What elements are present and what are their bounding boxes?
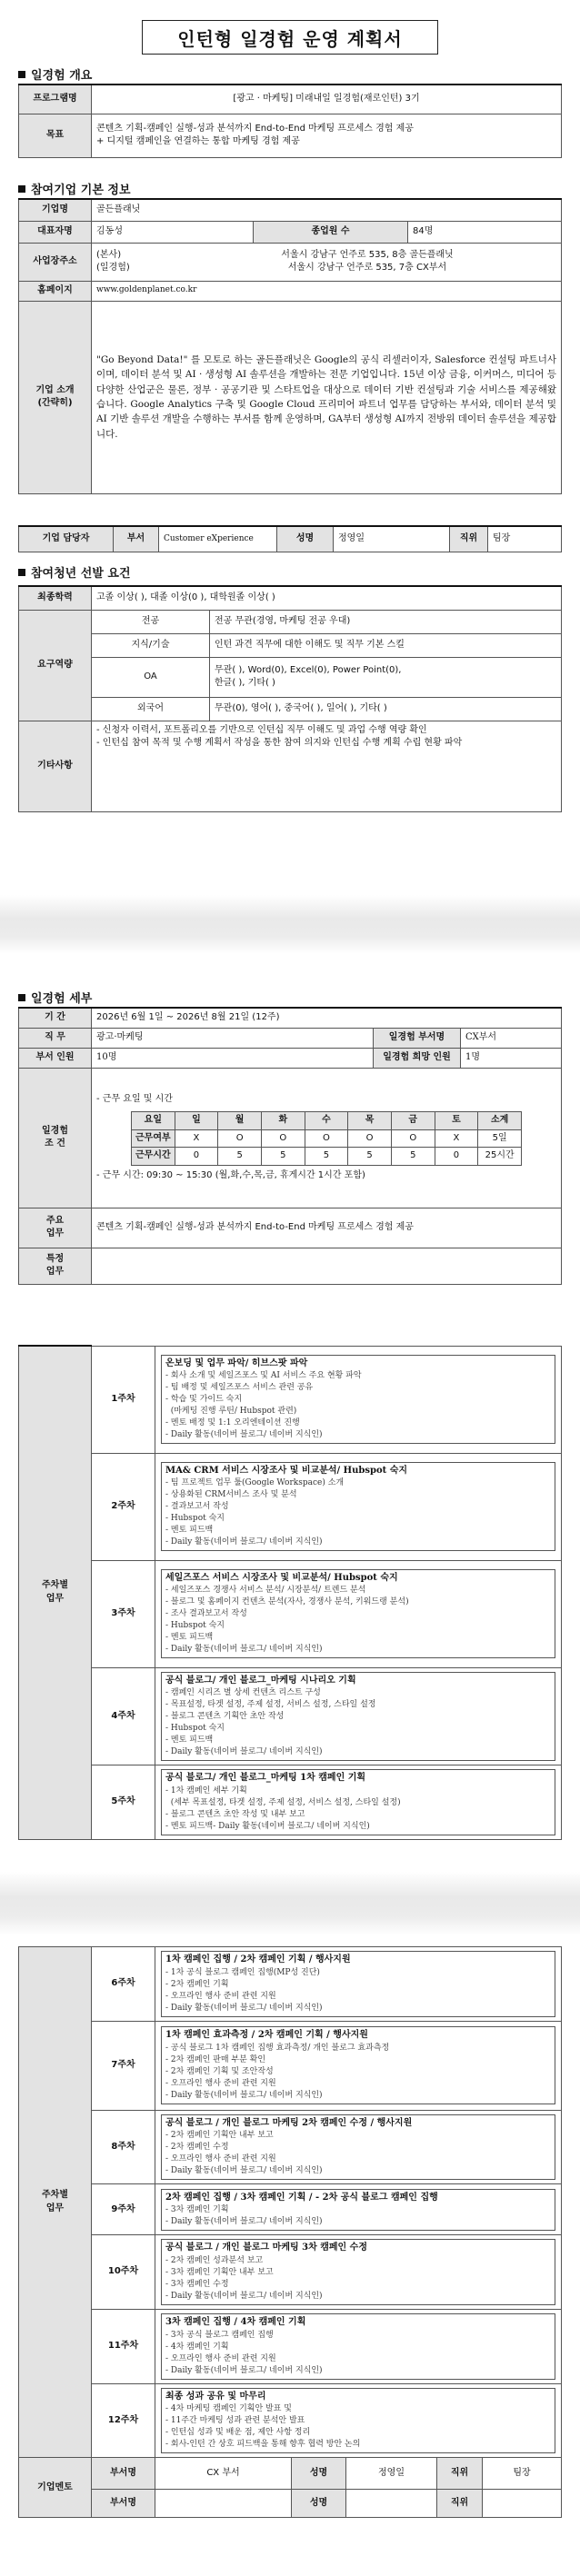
mentor-position-label: 직위 [437, 2458, 483, 2489]
week-title: 2차 캠페인 집행 / 3차 캠페인 기획 / - 2차 공식 블로그 캠페인 집행 [165, 2192, 438, 2203]
schedule-cell: 5 [348, 1148, 392, 1166]
dept-name-value: CX부서 [461, 1028, 562, 1048]
schedule-header-cell: 요일 [132, 1112, 175, 1130]
week-item: (마케팅 진행 루틴/ Hubspot 관련) [165, 1407, 297, 1417]
mentor2-name-value [346, 2490, 437, 2517]
week-item: - Hubspot 숙지 [165, 1724, 225, 1734]
week-title: 공식 블로그/ 개인 블로그_마케팅 1차 캠페인 기획 [165, 1773, 366, 1784]
week-number: 2주차 [92, 1453, 155, 1560]
week-item: - 캠페인 시리즈 별 상세 컨텐츠 리스트 구성 [165, 1688, 321, 1697]
company-name-value: 골든플래닛 [92, 199, 562, 221]
week-item: - 오프라인 행사 준비 관련 지원 [165, 2353, 276, 2363]
schedule-table [131, 1111, 522, 1166]
employee-count-label: 종업원 수 [254, 221, 408, 243]
manager-table [18, 525, 562, 552]
week-box [161, 2313, 555, 2380]
section-heading-requirements [18, 563, 131, 581]
week-item: - 3차 캠페인 기획안 내부 보고 [165, 2267, 274, 2277]
homepage-label: 홈페이지 [19, 281, 92, 301]
manager-position-label: 직위 [450, 526, 488, 552]
company-intro-label: 기업 소개 (간략히) [19, 301, 92, 493]
mentor2-dept-label: 부서명 [92, 2490, 155, 2518]
week-content [155, 1346, 562, 1453]
schedule-cell: 5 [261, 1148, 305, 1166]
schedule-cell: 근무여부 [132, 1129, 175, 1148]
ceo-value: 김동성 [92, 221, 254, 243]
skill-label: 지식/기술 [92, 633, 210, 657]
oa-label: OA [92, 657, 210, 697]
schedule-cell: O [348, 1129, 392, 1148]
address-main: 서울시 강남구 언주로 535, 8층 골든플래닛 [281, 249, 454, 260]
week-content [155, 2110, 562, 2184]
schedule-cell: O [261, 1129, 305, 1148]
schedule-cell: 5일 [478, 1129, 522, 1148]
section-title: 일경험 개요 [31, 69, 93, 83]
section-title: 참여기업 기본 정보 [31, 184, 131, 197]
special-task-value [92, 1248, 562, 1284]
week-item: - 3차 캠페인 수정 [165, 2279, 229, 2289]
condition-intro: - 근무 요일 및 시간 [96, 1093, 173, 1104]
week-content [155, 1765, 562, 1840]
schedule-cell: X [435, 1129, 478, 1148]
week-item: - Daily 활동(네이버 블로그/ 네이버 지식인) [165, 2217, 323, 2227]
address-label: 사업장주소 [19, 243, 92, 281]
week-number: 8주차 [92, 2110, 155, 2184]
week-item: - Daily 활동(네이버 블로그/ 네이버 지식인) [165, 1430, 323, 1440]
week-item: - 3차 공식 블로그 캠페인 집행 [165, 2330, 274, 2340]
condition-time: - 근무 시간: 09:30 ~ 15:30 (월,화,수,목,금, 휴게시간 1시간 포함) [96, 1169, 365, 1180]
week-item: - Daily 활동(네이버 블로그/ 네이버 지식인) [165, 2166, 323, 2176]
section-heading-overview [18, 65, 92, 83]
mentor-dept-label: 부서명 [92, 2458, 155, 2490]
skill-value: 인턴 과견 직무에 대한 이해도 및 직무 기본 스킬 [210, 633, 562, 657]
ceo-label: 대표자명 [19, 221, 92, 243]
program-value: [광고 · 마케팅] 미래내일 일경험(재로인턴) 3기 [92, 85, 562, 114]
week-item: - 멘토 피드백 [165, 1526, 214, 1536]
bullet-square-icon [18, 71, 25, 78]
other-value: - 신청자 이력서, 포트폴리오를 기반으로 인턴십 직무 이해도 및 과업 수행 역량 확인 - 인턴십 참여 목적 및 수행 계획서 작성을 통한 참여 의지와 인턴십 수행 계획 수립 현황 파악 [92, 721, 562, 811]
week-item: - Daily 활동(네이버 블로그/ 네이버 지식인) [165, 2091, 323, 2100]
week-item: - 오프라인 행사 준비 관련 지원 [165, 2078, 276, 2088]
goal-value [92, 114, 562, 157]
week-box [161, 1569, 555, 1659]
section-title: 일경험 세부 [31, 992, 93, 1006]
employee-count-value: 84명 [408, 221, 562, 243]
week-item: (세부 목표설정, 타겟 설정, 주제 설정, 서비스 설정, 스타일 설정) [165, 1797, 401, 1807]
schedule-header-cell: 월 [218, 1112, 262, 1130]
weekly-table-1 [18, 1345, 562, 1840]
address-work-tag: (일경험) [96, 263, 130, 273]
week-item: - 블로그 콘텐츠 초안 작성 및 내부 보고 [165, 1809, 305, 1819]
week-title: 공식 블로그/ 개인 블로그_마케팅 시나리오 기획 [165, 1675, 356, 1686]
week-box [161, 2026, 555, 2104]
week-content [155, 2310, 562, 2384]
schedule-cell: 0 [175, 1148, 218, 1166]
section-heading-detail [18, 989, 92, 1006]
homepage-value[interactable]: www.goldenplanet.co.kr [92, 281, 562, 301]
dept-name-label: 일경험 부서명 [374, 1028, 461, 1048]
major-value: 전공 무관(경영, 마케팅 전공 우대) [210, 610, 562, 633]
week-item: - Daily 활동(네이버 블로그/ 네이버 지식인) [165, 2003, 323, 2013]
weekly-label: 주차별 업무 [19, 1947, 92, 2458]
schedule-cell: 근무시간 [132, 1148, 175, 1166]
week-item: - 회사 소개 및 세일즈포스 및 AI 서비스 주요 현황 파악 [165, 1371, 362, 1381]
page-gap [0, 895, 580, 954]
week-item: - 4차 마케팅 캠페인 기획안 발표 및 [165, 2404, 292, 2414]
hope-value: 1명 [461, 1048, 562, 1068]
week-item: - 세일즈포스 경쟁사 서비스 분석/ 시장분석/ 트렌드 분석 [165, 1586, 366, 1596]
week-item: - Daily 활동(네이버 블로그/ 네이버 지식인) [165, 1645, 323, 1655]
week-number: 4주차 [92, 1667, 155, 1765]
week-box [161, 2189, 555, 2232]
schedule-header-cell: 토 [435, 1112, 478, 1130]
manager-position-value: 팀장 [488, 526, 562, 552]
week-item: - Daily 활동(네이버 블로그/ 네이버 지식인) [165, 1537, 323, 1547]
week-item: - 조사 결과보고서 작성 [165, 1609, 247, 1619]
mentor-name-label: 성명 [292, 2458, 346, 2489]
education-label: 최종학력 [19, 586, 92, 610]
week-title: MA& CRM 서비스 시장조사 및 비교분석/ Hubspot 숙지 [165, 1465, 408, 1476]
other-label: 기타사항 [19, 721, 92, 811]
week-box [161, 2239, 555, 2305]
schedule-header-cell: 금 [391, 1112, 435, 1130]
section-title: 참여청년 선발 요건 [31, 567, 131, 581]
schedule-cell: O [305, 1129, 348, 1148]
mentor2-row [155, 2490, 562, 2518]
main-task-value: 콘텐츠 기획-캠페인 실행-성과 분석까지 End-to-End 마케팅 프로세스 경험 제공 [92, 1208, 562, 1248]
main-task-label: 주요 업무 [19, 1208, 92, 1248]
week-item: - 3차 캠페인 기획 [165, 2205, 229, 2215]
week-item: - 2차 캠페인 기획 및 조안작성 [165, 2066, 274, 2076]
condition-label: 일경험 조 건 [19, 1068, 92, 1208]
week-item: - 4차 캠페인 기획 [165, 2342, 229, 2352]
week-item: - 공식 블로그 1차 캠페인 집행 효과측정/ 개인 블로그 효과측정 [165, 2043, 390, 2053]
week-number: 10주차 [92, 2235, 155, 2310]
oa-line: 무관( ), Word(0), Excel(0), Power Point(0), [215, 664, 402, 675]
week-number: 6주차 [92, 1947, 155, 2022]
week-content [155, 1453, 562, 1560]
schedule-header-cell: 소계 [478, 1112, 522, 1130]
manager-name-value: 정영일 [334, 526, 450, 552]
week-box [161, 1672, 555, 1762]
requirements-table [18, 585, 562, 812]
program-label: 프로그램명 [19, 85, 92, 114]
schedule-cell: X [175, 1129, 218, 1148]
week-item: - 2차 캠페인 기획 [165, 1979, 229, 1989]
education-value: 고졸 이상( ), 대졸 이상(0 ), 대학원졸 이상( ) [92, 586, 562, 610]
mentor-row [155, 2458, 562, 2490]
week-title: 온보딩 및 업무 파악/ 히브스팟 파악 [165, 1358, 308, 1368]
week-title: 공식 블로그 / 개인 블로그 마케팅 3차 캠페인 수정 [165, 2243, 368, 2253]
mentor2-name-label: 성명 [292, 2490, 346, 2517]
week-item: - 멘토 피드백 [165, 1736, 214, 1746]
week-content [155, 2235, 562, 2310]
week-content [155, 2021, 562, 2110]
week-title: 세일즈포스 서비스 시장조사 및 비교분석/ Hubspot 숙지 [165, 1572, 398, 1583]
week-item: - 팀 배정 및 세일즈포스 서비스 관련 공유 [165, 1383, 314, 1393]
week-title: 공식 블로그 / 개인 블로그 마케팅 2차 캠페인 수정 / 행사지원 [165, 2117, 413, 2128]
schedule-cell: O [391, 1129, 435, 1148]
schedule-header-cell: 목 [348, 1112, 392, 1130]
competency-label: 요구역량 [19, 610, 92, 721]
mentor-name-value: 정영일 [346, 2458, 437, 2489]
bullet-square-icon [18, 185, 25, 193]
language-value: 무관(0), 영어( ), 중국어( ), 일어( ), 기타( ) [210, 697, 562, 721]
week-box [161, 2114, 555, 2181]
week-item: - 2차 캠페인 성과분석 보고 [165, 2255, 264, 2265]
major-label: 전공 [92, 610, 210, 633]
schedule-header-cell: 일 [175, 1112, 218, 1130]
hope-label: 일경험 희망 인원 [374, 1048, 461, 1068]
weekly-label: 주차별 업무 [19, 1346, 92, 1839]
detail-table [18, 1007, 562, 1285]
week-item: - 팀 프로젝트 업무 툴(Google Workspace) 소개 [165, 1478, 345, 1488]
week-item: - 블로그 콘텐츠 기획안 초안 작성 [165, 1712, 285, 1722]
mentor-position-value: 팀장 [513, 2468, 531, 2479]
week-content [155, 2184, 562, 2235]
staff-value: 10명 [92, 1048, 374, 1068]
period-label: 기 간 [19, 1008, 92, 1028]
bullet-square-icon [18, 569, 25, 576]
schedule-cell: 25시간 [478, 1148, 522, 1166]
week-title: 최종 성과 공유 및 마무리 [165, 2391, 266, 2402]
schedule-cell: 5 [305, 1148, 348, 1166]
week-number: 9주차 [92, 2184, 155, 2235]
week-content [155, 1667, 562, 1765]
week-item: - 오프라인 행사 준비 관련 지원 [165, 1991, 276, 2001]
week-title: 1차 캠페인 집행 / 2차 캠페인 기획 / 행사지원 [165, 1954, 351, 1964]
condition-value [92, 1068, 562, 1208]
week-box [161, 2388, 555, 2454]
page-3 [0, 1935, 580, 2576]
overview-table [18, 84, 562, 158]
week-item: - 학습 및 가이드 숙지 [165, 1395, 243, 1405]
week-content [155, 2383, 562, 2458]
job-label: 직 무 [19, 1028, 92, 1048]
section-heading-company [18, 180, 131, 197]
address-work: 서울시 강남구 언주로 535, 7층 CX부서 [287, 263, 447, 273]
week-item: - 목표설정, 타겟 설정, 주제 설정, 서비스 설정, 스타일 설정 [165, 1700, 376, 1710]
schedule-cell: 5 [218, 1148, 262, 1166]
week-item: - Hubspot 숙지 [165, 1514, 225, 1524]
company-table [18, 198, 562, 494]
goal-label: 목표 [19, 114, 92, 157]
goal-line: + 디지털 캠페인을 연결하는 통합 마케팅 경험 제공 [96, 136, 300, 146]
schedule-cell: 0 [435, 1148, 478, 1166]
week-box [161, 1355, 555, 1445]
address-value [92, 243, 562, 281]
company-name-label: 기업명 [19, 199, 92, 221]
mentor2-dept-value [155, 2490, 292, 2517]
week-item: - 2차 캠페인 수정 [165, 2143, 229, 2153]
address-main-tag: (본사) [96, 249, 122, 260]
week-item: - 블로그 및 홈페이지 컨텐츠 분석(자사, 경쟁사 분석, 키워드랭 분석) [165, 1597, 409, 1607]
week-item: - Daily 활동(네이버 블로그/ 네이버 지식인) [165, 2292, 323, 2302]
week-item: - 오프라인 행사 준비 관련 지원 [165, 2154, 276, 2164]
manager-dept-label: 부서 [114, 526, 159, 552]
week-content [155, 1560, 562, 1667]
schedule-header-cell: 수 [305, 1112, 348, 1130]
manager-name-label: 성명 [277, 526, 334, 552]
week-title: 3차 캠페인 집행 / 4차 캠페인 기획 [165, 2317, 306, 2328]
week-item: - Daily 활동(네이버 블로그/ 네이버 지식인) [165, 1747, 323, 1757]
week-content [155, 1947, 562, 2022]
week-box [161, 1951, 555, 2017]
page-gap [0, 1872, 580, 1935]
week-number: 3주차 [92, 1560, 155, 1667]
week-item: - 멘토 피드백- Daily 활동(네이버 블로그/ 네이버 지식인) [165, 1821, 370, 1831]
week-number: 7주차 [92, 2021, 155, 2110]
schedule-header-cell: 화 [261, 1112, 305, 1130]
week-item: - 2차 캠페인 기획안 내부 보고 [165, 2131, 274, 2141]
language-label: 외국어 [92, 697, 210, 721]
week-item: - 1차 공식 블로그 캠페인 집행(MP성 진단) [165, 1967, 320, 1977]
week-item: - 결과보고서 작성 [165, 1502, 229, 1512]
week-box [161, 1462, 555, 1552]
week-box [161, 1769, 555, 1835]
document-title: 인턴형 일경험 운영 계획서 [142, 20, 438, 55]
period-value: 2026년 6월 1일 ~ 2026년 8월 21일 (12주) [92, 1008, 562, 1028]
week-number: 5주차 [92, 1765, 155, 1840]
week-item: - Hubspot 숙지 [165, 1621, 225, 1631]
schedule-cell: 5 [391, 1148, 435, 1166]
mentor2-position-value [483, 2490, 561, 2517]
week-item: - 1차 캠페인 세부 기획 [165, 1785, 247, 1795]
week-number: 11주차 [92, 2310, 155, 2384]
company-intro-text: "Go Beyond Data!" 를 모토로 하는 골든플래닛은 Google의 공식 리셀러이자, Salesforce 컨설팅 파트너사이며, 데이터 분석 및 AI · 생성형 AI 솔루션을 개발하는 전문 기업입니다. 15년 이상 금융, 이커머스, 미디어 등 다양한 산업군은 물론, 정부 · 공공기관 및 스타트업을 대상으로 데이터 기반 컨설팅과 기술 서비스를 제공해왔습니다. Google Analytics 구축 및 Google Cloud 프리미어 파트너 업무를 담당하는 부서와, 데이터 분석 및 AI 기반 솔루션 개발을 수행하는 부서를 함께 운영하며, GA부터 생성형 AI까지 전방위 데이터 솔루션을 제공합니다. [92, 301, 562, 493]
special-task-label: 특정 업무 [19, 1248, 92, 1284]
mentor-dept-value: CX 부서 [155, 2458, 292, 2489]
week-item: - 회사-인턴 간 상호 피드백을 통해 향후 협력 방안 논의 [165, 2440, 361, 2450]
page-1 [0, 0, 580, 895]
week-number: 12주차 [92, 2383, 155, 2458]
goal-line: 콘텐츠 기획-캠페인 실행-성과 분석까지 End-to-End 마케팅 프로세스 경험 제공 [96, 123, 414, 134]
mentor2-position-label: 직위 [437, 2490, 483, 2517]
week-item: - 멘토 배정 및 1:1 오리엔테이션 진행 [165, 1418, 300, 1428]
week-item: - 상용화된 CRM서비스 조사 및 분석 [165, 1490, 297, 1500]
staff-label: 부서 인원 [19, 1048, 92, 1068]
weekly-table-2 [18, 1946, 562, 2518]
manager-dept-value: Customer eXperience [159, 526, 277, 552]
week-number: 1주차 [92, 1346, 155, 1453]
oa-line: 한글( ), 기타( ) [215, 678, 275, 688]
week-item: - 인턴십 성과 및 배운 점, 제안 사항 정리 [165, 2428, 311, 2438]
schedule-cell: O [218, 1129, 262, 1148]
page-2 [0, 954, 580, 1872]
week-item: - 11주간 마케팅 성과 관련 분석안 발표 [165, 2416, 305, 2426]
week-item: - 2차 캠페인 판매 부분 확인 [165, 2054, 266, 2064]
bullet-square-icon [18, 994, 25, 1001]
job-value: 광고·마케팅 [92, 1028, 374, 1048]
week-title: 1차 캠페인 효과측정 / 2차 캠페인 기획 / 행사지원 [165, 2030, 368, 2041]
week-item: - Daily 활동(네이버 블로그/ 네이버 지식인) [165, 2365, 323, 2375]
mentor-label: 기업멘토 [19, 2458, 92, 2518]
week-item: - 멘토 피드백 [165, 1633, 214, 1643]
manager-label: 기업 담당자 [19, 526, 114, 552]
oa-value [210, 657, 562, 697]
